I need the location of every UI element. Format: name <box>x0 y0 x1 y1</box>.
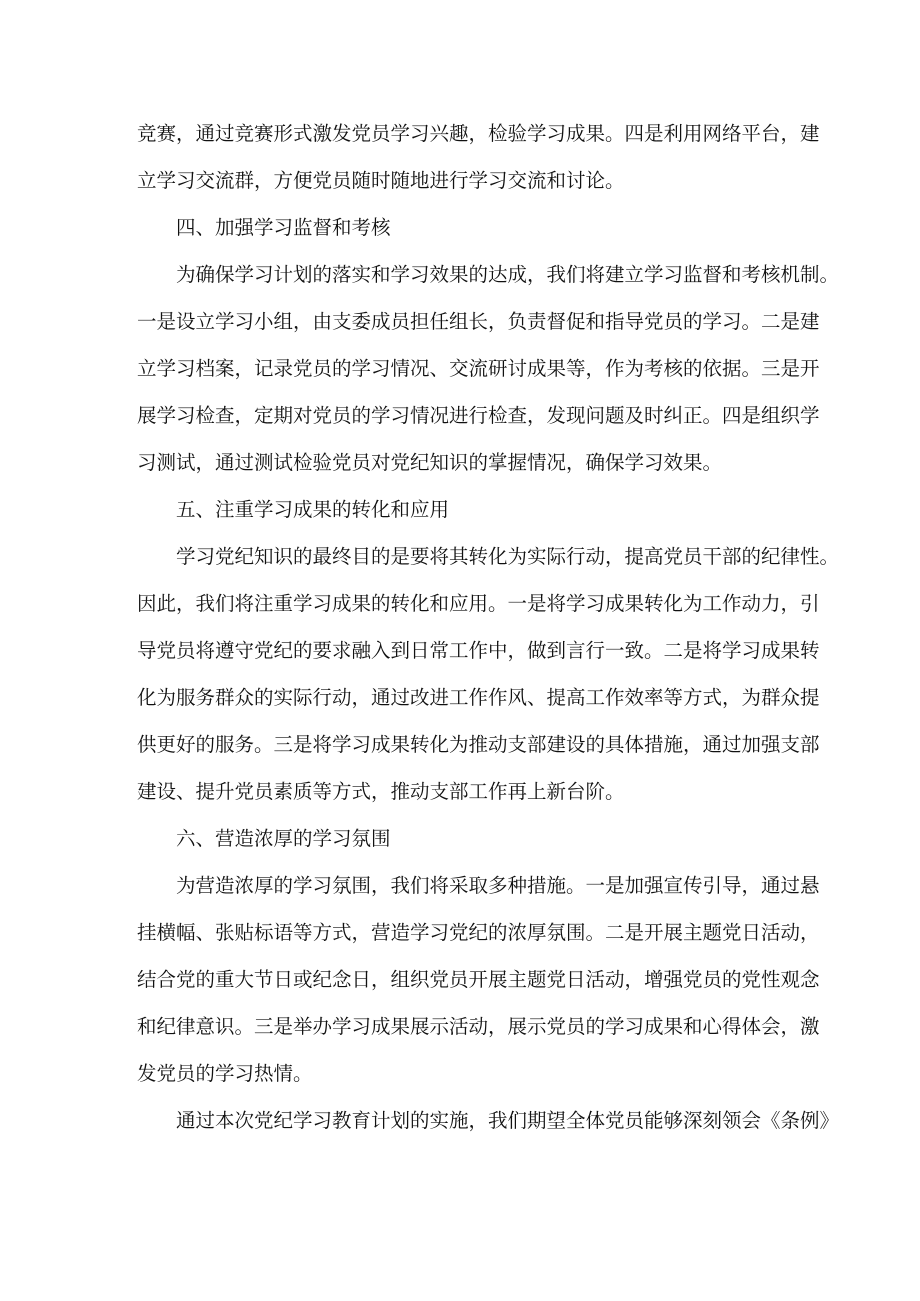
paragraph-line: 展学习检查，定期对党员的学习情况进行检查，发现问题及时纠正。四是组织学 <box>137 404 820 427</box>
section-heading: 五、注重学习成果的转化和应用 <box>176 498 450 521</box>
paragraph-line: 竞赛，通过竞赛形式激发党员学习兴趣，检验学习成果。四是利用网络平台，建 <box>137 122 820 145</box>
paragraph-line: 学习党纪知识的最终目的是要将其转化为实际行动，提高党员干部的纪律性。 <box>176 545 840 568</box>
paragraph-line: 建设、提升党员素质等方式，推动支部工作再上新台阶。 <box>137 780 625 803</box>
paragraph-line: 因此，我们将注重学习成果的转化和应用。一是将学习成果转化为工作动力，引 <box>137 592 820 615</box>
paragraph-line: 为确保学习计划的落实和学习效果的达成，我们将建立学习监督和考核机制。 <box>176 263 840 286</box>
paragraph-line: 导党员将遵守党纪的要求融入到日常工作中，做到言行一致。二是将学习成果转 <box>137 639 820 662</box>
paragraph-line: 为营造浓厚的学习氛围，我们将采取多种措施。一是加强宣传引导，通过悬 <box>176 874 820 897</box>
paragraph-line: 立学习档案，记录党员的学习情况、交流研讨成果等，作为考核的依据。三是开 <box>137 357 820 380</box>
paragraph-line: 一是设立学习小组，由支委成员担任组长，负责督促和指导党员的学习。二是建 <box>137 310 820 333</box>
section-heading: 四、加强学习监督和考核 <box>176 216 391 239</box>
paragraph-line: 立学习交流群，方便党员随时随地进行学习交流和讨论。 <box>137 169 625 192</box>
paragraph-line: 发党员的学习热情。 <box>137 1062 313 1085</box>
paragraph-line: 结合党的重大节日或纪念日，组织党员开展主题党日活动，增强党员的党性观念 <box>137 968 820 991</box>
paragraph-line: 供更好的服务。三是将学习成果转化为推动支部建设的具体措施，通过加强支部 <box>137 733 820 756</box>
paragraph-line: 和纪律意识。三是举办学习成果展示活动，展示党员的学习成果和心得体会，激 <box>137 1015 820 1038</box>
section-heading: 六、营造浓厚的学习氛围 <box>176 827 391 850</box>
paragraph-line: 习测试，通过测试检验党员对党纪知识的掌握情况，确保学习效果。 <box>137 451 723 474</box>
paragraph-line: 通过本次党纪学习教育计划的实施，我们期望全体党员能够深刻领会《条例》 <box>176 1109 840 1132</box>
paragraph-line: 挂横幅、张贴标语等方式，营造学习党纪的浓厚氛围。二是开展主题党日活动， <box>137 921 820 944</box>
paragraph-line: 化为服务群众的实际行动，通过改进工作作风、提高工作效率等方式，为群众提 <box>137 686 820 709</box>
